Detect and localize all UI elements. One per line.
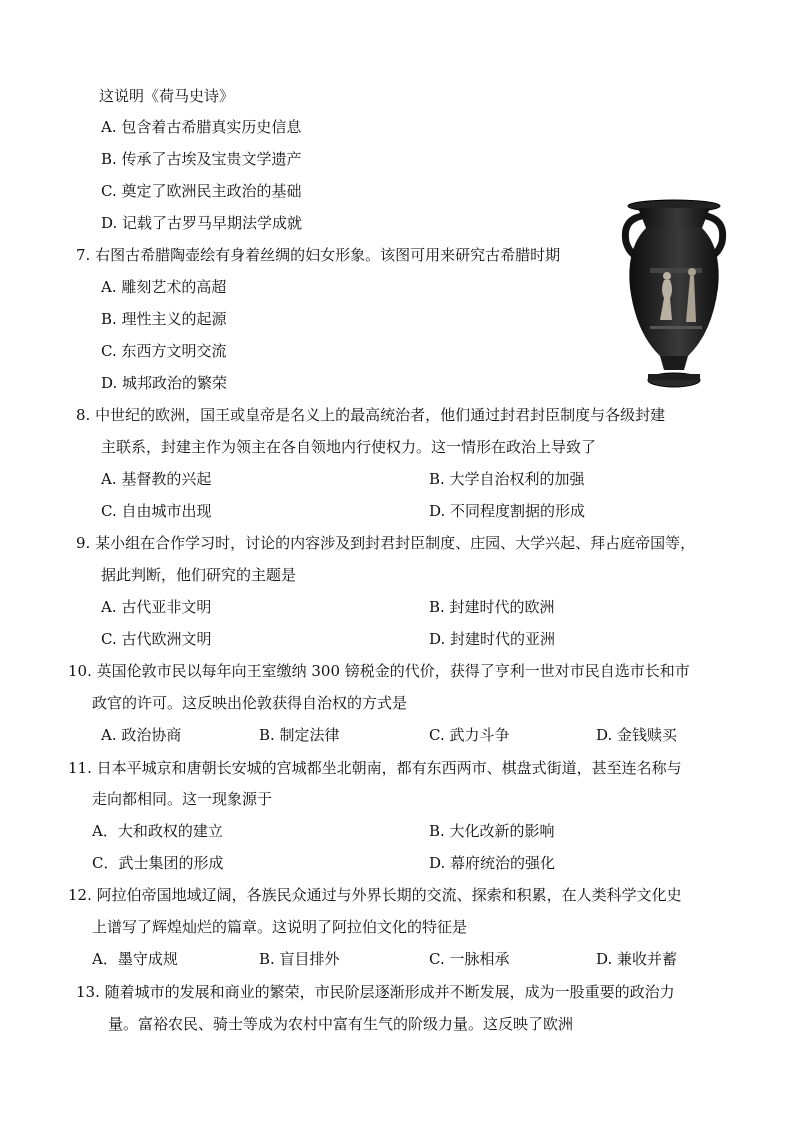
q7-option-c: C. 东西方文明交流 [101,342,227,360]
q9-stem-line1: 9. 某小组在合作学习时，讨论的内容涉及到封君封臣制度、庄园、大学兴起、拜占庭帝国等， [76,534,696,552]
q6-option-b: B. 传承了古埃及宝贵文学遗产 [101,150,302,168]
q6-option-d: D. 记载了古罗马早期法学成就 [101,214,303,232]
q8-option-d: D. 不同程度割据的形成 [429,502,586,520]
q8-option-c: C. 自由城市出现 [101,502,212,520]
q7-option-d: D. 城邦政治的繁荣 [101,374,228,392]
q10-option-b: B. 制定法律 [259,726,340,744]
q7-stem: 7. 右图古希腊陶壶绘有身着丝绸的妇女形象。该图可用来研究古希腊时期 [76,246,561,264]
q13-stem-line1: 13. 随着城市的发展和商业的繁荣，市民阶层逐渐形成并不断发展，成为一股重要的政治力 [76,983,675,1001]
q11-option-d: D. 幕府统治的强化 [429,854,556,872]
q11-option-b: B. 大化改新的影响 [429,822,555,840]
q12-option-a: A．墨守成规 [92,950,178,968]
q10-option-a: A. 政治协商 [101,726,182,744]
q9-option-d: D. 封建时代的亚洲 [429,630,556,648]
q7-option-b: B. 理性主义的起源 [101,310,227,328]
q9-option-a: A. 古代亚非文明 [101,598,212,616]
greek-amphora-image [620,198,728,392]
q8-stem-line1: 8. 中世纪的欧洲，国王或皇帝是名义上的最高统治者，他们通过封君封臣制度与各级封建 [76,406,666,424]
q10-option-c: C. 武力斗争 [429,726,510,744]
q8-option-b: B. 大学自治权利的加强 [429,470,585,488]
q10-stem-line2: 政官的许可。这反映出伦敦获得自治权的方式是 [92,694,408,712]
q6-option-a: A. 包含着古希腊真实历史信息 [101,118,302,136]
q11-stem-line2: 走向都相同。这一现象源于 [92,790,273,808]
q7-option-a: A. 雕刻艺术的高超 [101,278,227,296]
q9-stem-line2: 据此判断，他们研究的主题是 [101,566,297,584]
q9-option-b: B. 封建时代的欧洲 [429,598,555,616]
q10-stem-line1: 10. 英国伦敦市民以每年向王室缴纳 300 镑税金的代价，获得了亨利一世对市民自选市长和市 [68,662,690,680]
q13-stem-line2: 量。富裕农民、骑士等成为农村中富有生气的阶级力量。这反映了欧洲 [108,1015,574,1033]
q11-stem-line1: 11. 日本平城京和唐朝长安城的宫城都坐北朝南，都有东西两市、棋盘式街道，甚至连名称与 [68,759,682,777]
q11-option-a: A．大和政权的建立 [92,822,223,840]
q11-option-c: C．武士集团的形成 [92,854,224,872]
q9-option-c: C. 古代欧洲文明 [101,630,212,648]
q8-stem-line2: 主联系，封建主作为领主在各自领地内行使权力。这一情形在政治上导致了 [101,438,597,456]
q12-option-b: B. 盲目排外 [259,950,340,968]
q12-option-c: C. 一脉相承 [429,950,510,968]
q12-stem-line2: 上谱写了辉煌灿烂的篇章。这说明了阿拉伯文化的特征是 [92,918,468,936]
q12-option-d: D. 兼收并蓄 [596,950,678,968]
q12-stem-line1: 12. 阿拉伯帝国地域辽阔，各族民众通过与外界长期的交流、探索和积累，在人类科学文化史 [68,886,682,904]
q8-option-a: A. 基督教的兴起 [101,470,212,488]
q10-option-d: D. 金钱赎买 [596,726,678,744]
q6-stem-tail: 这说明《荷马史诗》 [99,87,235,105]
q6-option-c: C. 奠定了欧洲民主政治的基础 [101,182,302,200]
